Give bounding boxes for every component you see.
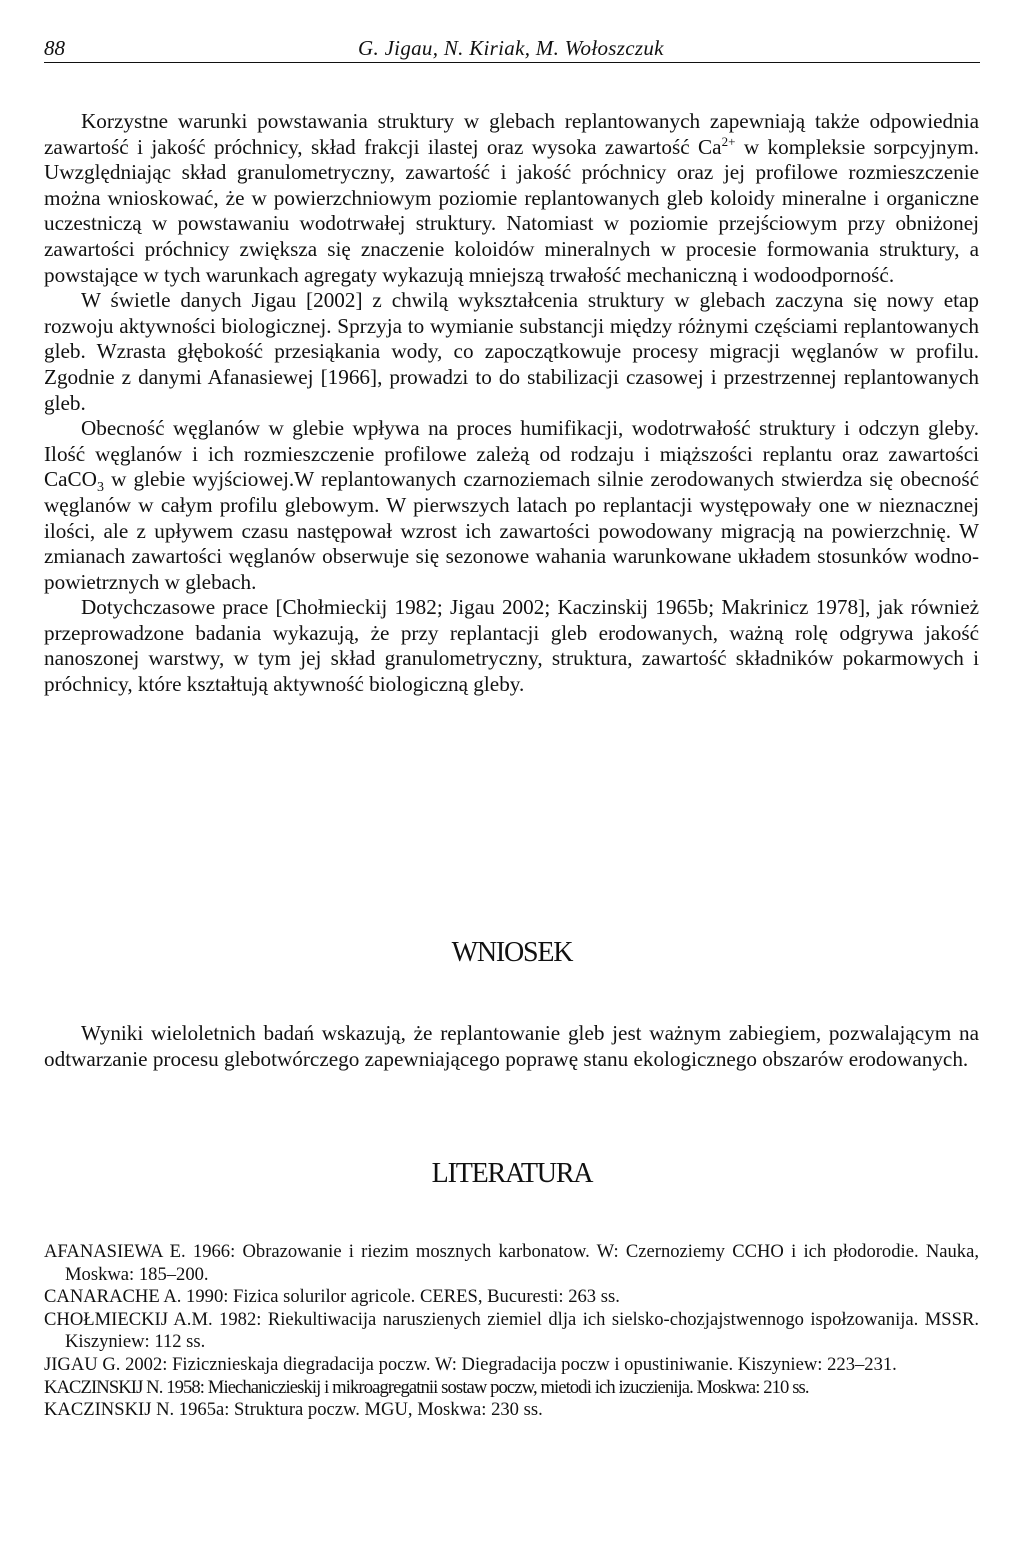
running-header <box>44 32 980 63</box>
paragraph-2: W świetle danych Jigau [2002] z chwilą wykształcenia struktury w glebach zaczyna się nowy etap rozwoju aktywności biologicznej. Sprzyja to wymianie substancji między różnymi częściami replantowanych gleb. Wzrasta głębokość przesiąkania wody, co zapoczątkowuje procesy migracji węglanów w profilu. Zgodnie z danymi Afanasiewej [1966], prowadzi to do stabilizacji czasowej i przestrzennej replantowanych gleb. <box>44 288 979 415</box>
paragraph-1 <box>44 109 979 288</box>
reference-list <box>44 1241 979 1422</box>
paragraph-1-part-b: w kompleksie sorpcyjnym. Uwzględniając skład granulometryczny, zawartość i jakość próchnicy oraz jej profilowe rozmieszczenie można wnioskować, że w powierzchniowym poziomie replantowanych gleb koloidy mineralne i organiczne uczestniczą w powstawaniu wodotrwałej struktury. Natomiast w poziomie przejściowym przy obniżonej zawartości próchnicy zwiększa się znaczenie koloidów mineralnych w procesie formowania struktury, a powstające w tych warunkach agregaty wykazują mniejszą trwałość mechaniczną i wodoodporność. <box>44 134 979 287</box>
paragraph-1-part-a: Korzystne warunki powstawania struktury w glebach replantowanych zapewniają także odpowiednia zawartość i jakość próchnicy, skład frakcji ilastej oraz wysoka zawartość Ca <box>44 109 979 159</box>
paragraph-3 <box>44 416 979 595</box>
paragraph-3-part-a: Obecność węglanów w glebie wpływa na proces humifikacji, wodotrwałość struktury i odczyn gleby. Ilość węglanów i ich rozmieszczenie profilowe zależą od rodzaju i miąższości replantu oraz zawartości CaCO <box>44 416 979 492</box>
conclusion-paragraph: Wyniki wieloletnich badań wskazują, że replantowanie gleb jest ważnym zabiegiem, pozwalającym na odtwarzanie procesu glebotwórczego zapewniającego poprawę stanu ekologicznego obszarów erodowanych. <box>44 1021 979 1071</box>
conclusion-text <box>44 1021 979 1072</box>
page-number: 88 <box>44 36 65 60</box>
calcium-superscript: 2+ <box>721 133 736 149</box>
reference-item: AFANASIEWA E. 1966: Obrazowanie i riezim mosznych karbonatow. W: Czernoziemy CCHO i ich płodorodie. Nauka, Moskwa: 185–200. <box>44 1241 979 1285</box>
reference-item: CANARACHE A. 1990: Fizica solurilor agricole. CERES, Bucuresti: 263 ss. <box>44 1286 620 1308</box>
section-heading-conclusion: WNIOSEK <box>451 937 573 968</box>
reference-item: JIGAU G. 2002: Fizicznieskaja diegradacija poczw. W: Diegradacija poczw i opustiniwanie. Kiszyniew: 223–231. <box>44 1353 897 1375</box>
paragraph-3-part-b: w glebie wyjściowej.W replantowanych czarnoziemach silnie zerodowanych stwierdza się obecność węglanów w całym profilu glebowym. W pierwszych latach po replantacji występowały one w nieznacznej ilości, ale z upływem czasu następował wzrost ich zawartości powodowany migracją na powierzchnię. W zmianach zawartości węglanów obserwuje się sezonowe wahania warunkowane układem stosunków wodno-powietrznych w glebach. <box>44 467 979 594</box>
reference-item: KACZINSKIJ N. 1958: Miechaniczieskij i mikroagregatnii sostaw poczw, mietodi ich izuczienija. Moskwa: 210 ss. <box>44 1376 809 1398</box>
reference-item: CHOŁMIECKIJ A.M. 1982: Riekultiwacija naruszienych ziemiel dlja ich sielsko-chozjajstwennogo ispołzowanija. MSSR. Kiszyniew: 112 ss. <box>44 1308 979 1353</box>
section-heading-literature: LITERATURA <box>431 1158 593 1189</box>
paragraph-4: Dotychczasowe prace [Chołmieckij 1982; Jigau 2002; Kaczinskij 1965b; Makrinicz 1978], jak również przeprowadzone badania wykazują, że przy replantacji gleb erodowanych, ważną rolę odgrywa jakość nanoszonej warstwy, w tym jej skład granulometryczny, struktura, zawartość składników pokarmowych i próchnicy, które kształtują aktywność biologiczną gleby. <box>44 595 979 697</box>
discussion-text <box>44 109 979 698</box>
carbonate-subscript: 3 <box>96 480 104 496</box>
reference-item: KACZINSKIJ N. 1965a: Struktura poczw. MGU, Moskwa: 230 ss. <box>44 1399 543 1421</box>
running-header-authors: G. Jigau, N. Kiriak, M. Wołoszczuk <box>358 36 664 60</box>
